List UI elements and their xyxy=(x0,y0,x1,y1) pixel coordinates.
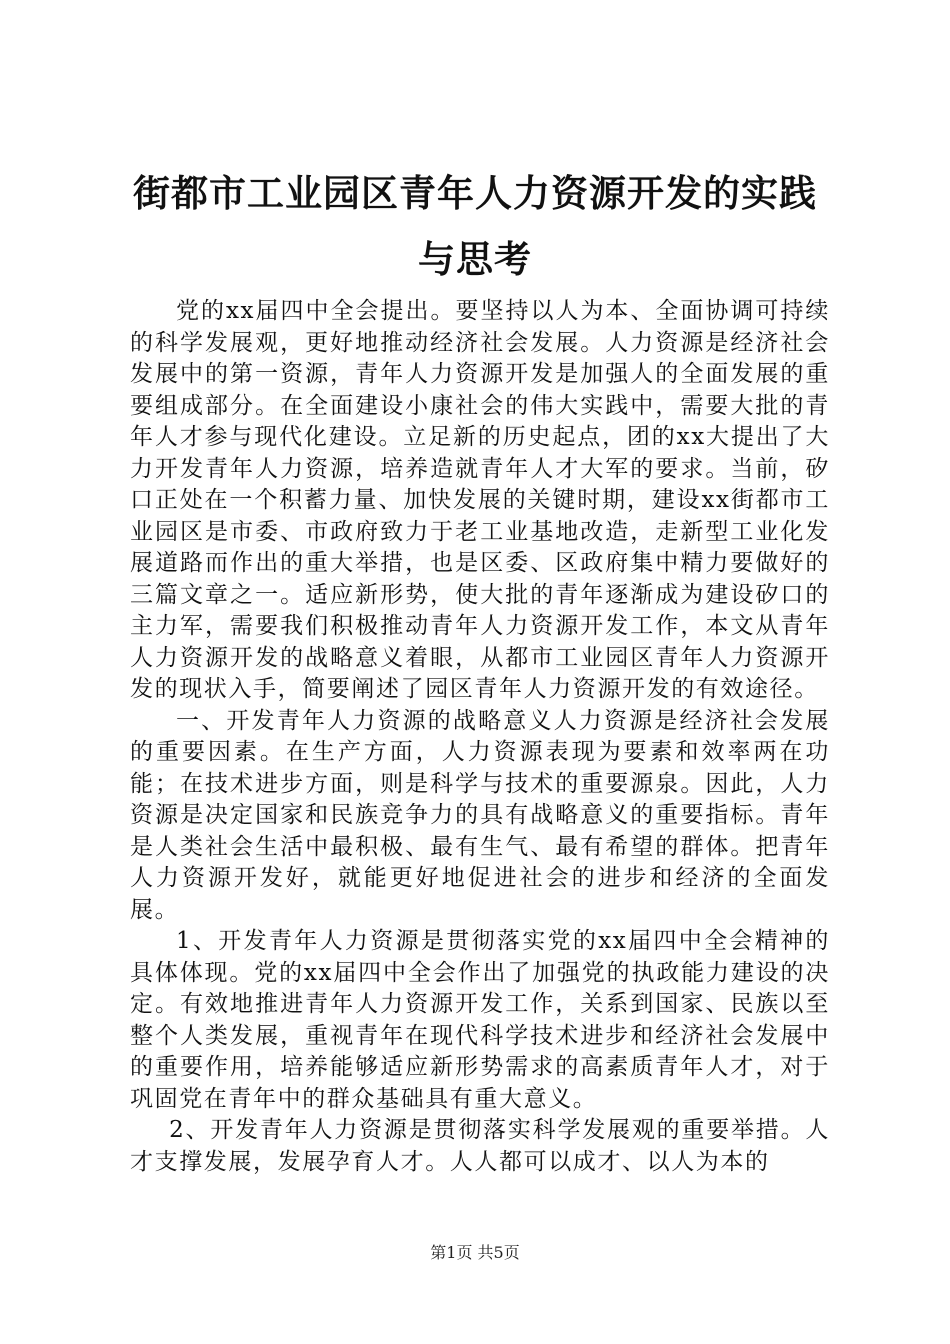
document-title: 街都市工业园区青年人力资源开发的实践与思考 xyxy=(133,171,817,281)
document-body xyxy=(130,296,830,1178)
paragraph-point-one: 1、开发青年人力资源是贯彻落实党的xx届四中全会精神的具体体现。党的xx届四中全会作出了加强党的执政能力建设的决定。有效地推进青年人力资源开发工作，关系到国家、民族以至整个人类发展，重视青年在现代科学技术进步和经济社会发展中的重要作用，培养能够适应新形势需求的高素质青年人才，对于巩固党在青年中的群众基础具有重大意义。 xyxy=(130,928,830,1112)
paragraph-section-one: 一、开发青年人力资源的战略意义人力资源是经济社会发展的重要因素。在生产方面，人力资源表现为要素和效率两在功能；在技术进步方面，则是科学与技术的重要源泉。因此，人力资源是决定国家和民族竞争力的具有战略意义的重要指标。青年是人类社会生活中最积极、最有生气、最有希望的群体。把青年人力资源开发好，就能更好地促进社会的进步和经济的全面发展。 xyxy=(130,707,830,923)
paragraph-point-two: 2、开发青年人力资源是贯彻落实科学发展观的重要举措。人才支撑发展，发展孕育人才。人人都可以成才、以人为本的 xyxy=(130,1117,830,1175)
paragraph-intro: 党的xx届四中全会提出。要坚持以人为本、全面协调可持续的科学发展观，更好地推动经济社会发展。人力资源是经济社会发展中的第一资源，青年人力资源开发是加强人的全面发展的重要组成部分。在全面建设小康社会的伟大实践中，需要大批的青年人才参与现代化建设。立足新的历史起点，团的xx大提出了大力开发青年人力资源，培养造就青年人才大军的要求。当前，矽口正处在一个积蓄力量、加快发展的关键时期，建设xx街都市工业园区是市委、市政府致力于老工业基地改造，走新型工业化发展道路而作出的重大举措，也是区委、区政府集中精力要做好的三篇文章之一。适应新形势，使大批的青年逐渐成为建设矽口的主力军，需要我们积极推动青年人力资源开发工作，本文从青年人力资源开发的战略意义着眼，从都市工业园区青年人力资源开发的现状入手，简要阐述了园区青年人力资源开发的有效途径。 xyxy=(130,298,830,702)
page-number-footer: 第1页 共5页 xyxy=(430,1243,520,1262)
